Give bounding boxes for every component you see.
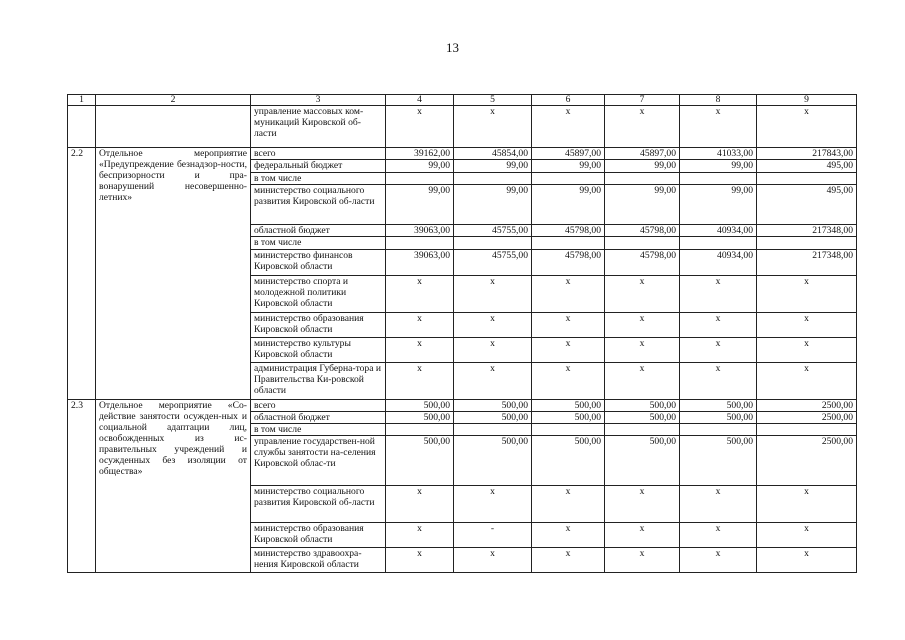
value-cell: 99,00 (680, 185, 757, 225)
value-cell: x (532, 276, 605, 313)
table-row (68, 400, 857, 412)
value-cell: 217348,00 (757, 225, 857, 237)
value-cell: x (532, 523, 605, 548)
value-cell: x (386, 548, 454, 573)
value-cell: x (605, 276, 680, 313)
value-cell: x (454, 276, 532, 313)
value-cell: 45798,00 (605, 250, 680, 276)
recipient-cell: министерство социального развития Кировской об-ласти (251, 486, 386, 523)
value-cell: x (605, 548, 680, 573)
value-cell: 500,00 (532, 436, 605, 486)
code-cell: 2.2 (68, 148, 96, 400)
value-cell: x (680, 338, 757, 363)
value-cell: 99,00 (454, 185, 532, 225)
value-cell: 45798,00 (605, 225, 680, 237)
value-cell: x (605, 523, 680, 548)
value-cell: 45897,00 (605, 148, 680, 160)
value-cell: 39162,00 (386, 148, 454, 160)
header-cell: 1 (68, 95, 96, 106)
recipient-cell: министерство образования Кировской области (251, 313, 386, 338)
value-cell: x (757, 106, 857, 148)
value-cell: x (386, 338, 454, 363)
header-cell: 6 (532, 95, 605, 106)
value-cell: x (532, 313, 605, 338)
value-cell: 40934,00 (680, 225, 757, 237)
value-cell: x (454, 338, 532, 363)
value-cell (605, 173, 680, 185)
value-cell (454, 424, 532, 436)
header-cell: 8 (680, 95, 757, 106)
value-cell: x (605, 486, 680, 523)
value-cell: x (757, 548, 857, 573)
value-cell: x (454, 313, 532, 338)
value-cell: 495,00 (757, 185, 857, 225)
name-cell: Отдельное мероприятие «Предупреждение безнадзор-ности, беспризорности и пра-вонарушений несовершенно-летних» (96, 148, 251, 400)
value-cell: 2500,00 (757, 400, 857, 412)
name-cell: Отдельное мероприятие «Со-действие занятости осужден-ных и социальной адаптации лиц, освобожденных из ис-правительных учреждений и осужденных без изоляции от общества» (96, 400, 251, 573)
value-cell (605, 424, 680, 436)
recipient-cell: областной бюджет (251, 412, 386, 424)
header-cell: 3 (251, 95, 386, 106)
value-cell: 45854,00 (454, 148, 532, 160)
value-cell (757, 424, 857, 436)
recipient-cell: управление массовых ком-муникаций Кировской об-ласти (251, 106, 386, 148)
value-cell: x (386, 523, 454, 548)
table-row (68, 106, 857, 148)
value-cell: x (532, 548, 605, 573)
value-cell: x (680, 486, 757, 523)
value-cell: x (605, 313, 680, 338)
page-number: 13 (446, 40, 459, 55)
value-cell: x (532, 106, 605, 148)
value-cell: 45798,00 (532, 250, 605, 276)
value-cell: 45755,00 (454, 225, 532, 237)
value-cell (386, 424, 454, 436)
value-cell: 500,00 (386, 400, 454, 412)
recipient-cell: министерство спорта и молодежной политики Кировской области (251, 276, 386, 313)
recipient-cell: всего (251, 400, 386, 412)
value-cell: 2500,00 (757, 436, 857, 486)
code-cell: 2.3 (68, 400, 96, 573)
value-cell: x (757, 313, 857, 338)
value-cell: 99,00 (532, 185, 605, 225)
value-cell: 500,00 (454, 436, 532, 486)
value-cell: x (532, 363, 605, 400)
recipient-cell: областной бюджет (251, 225, 386, 237)
value-cell: x (454, 486, 532, 523)
value-cell (532, 424, 605, 436)
value-cell: x (605, 106, 680, 148)
header-row (68, 95, 857, 106)
table-row (68, 148, 857, 160)
recipient-cell: в том числе (251, 173, 386, 185)
value-cell: 500,00 (454, 400, 532, 412)
value-cell: 40934,00 (680, 250, 757, 276)
value-cell: x (680, 313, 757, 338)
value-cell (532, 237, 605, 250)
recipient-cell: в том числе (251, 424, 386, 436)
recipient-cell: министерство социального развития Кировской об-ласти (251, 185, 386, 225)
value-cell: x (757, 486, 857, 523)
value-cell (454, 173, 532, 185)
header-cell: 5 (454, 95, 532, 106)
recipient-cell: министерство образования Кировской области (251, 523, 386, 548)
value-cell: 495,00 (757, 160, 857, 173)
value-cell (680, 173, 757, 185)
recipient-cell: министерство здравоохра-нения Кировской области (251, 548, 386, 573)
value-cell: x (386, 106, 454, 148)
value-cell: 99,00 (386, 185, 454, 225)
code-cell (68, 106, 96, 148)
value-cell: 500,00 (680, 436, 757, 486)
value-cell: x (454, 548, 532, 573)
value-cell: 500,00 (680, 412, 757, 424)
value-cell: x (386, 313, 454, 338)
value-cell: x (757, 338, 857, 363)
value-cell: 99,00 (605, 185, 680, 225)
value-cell: 39063,00 (386, 250, 454, 276)
value-cell: x (680, 276, 757, 313)
value-cell: x (757, 276, 857, 313)
value-cell: 500,00 (532, 400, 605, 412)
value-cell (680, 237, 757, 250)
recipient-cell: управление государствен-ной службы занятости на-селения Кировской облас-ти (251, 436, 386, 486)
value-cell: 500,00 (386, 436, 454, 486)
value-cell: x (680, 106, 757, 148)
value-cell: x (532, 486, 605, 523)
header-cell: 2 (96, 95, 251, 106)
value-cell: 41033,00 (680, 148, 757, 160)
value-cell: x (386, 363, 454, 400)
value-cell: x (605, 363, 680, 400)
value-cell (680, 424, 757, 436)
value-cell: x (386, 486, 454, 523)
budget-table (67, 94, 857, 573)
value-cell: x (454, 106, 532, 148)
value-cell: x (532, 338, 605, 363)
value-cell: 500,00 (605, 436, 680, 486)
value-cell (532, 173, 605, 185)
recipient-cell: министерство культуры Кировской области (251, 338, 386, 363)
value-cell: x (605, 338, 680, 363)
value-cell: x (680, 523, 757, 548)
value-cell: 99,00 (386, 160, 454, 173)
value-cell: x (757, 363, 857, 400)
value-cell: - (454, 523, 532, 548)
value-cell: x (386, 276, 454, 313)
value-cell: 2500,00 (757, 412, 857, 424)
value-cell (386, 237, 454, 250)
value-cell: 45798,00 (532, 225, 605, 237)
header-cell: 4 (386, 95, 454, 106)
recipient-cell: администрация Губерна-тора и Правительства Ки-ровской области (251, 363, 386, 400)
value-cell: 99,00 (532, 160, 605, 173)
value-cell (757, 173, 857, 185)
value-cell: 45755,00 (454, 250, 532, 276)
value-cell: 500,00 (605, 412, 680, 424)
value-cell: x (680, 548, 757, 573)
value-cell: x (757, 523, 857, 548)
value-cell: 99,00 (680, 160, 757, 173)
value-cell: 500,00 (532, 412, 605, 424)
value-cell: 500,00 (454, 412, 532, 424)
header-cell: 9 (757, 95, 857, 106)
recipient-cell: министерство финансов Кировской области (251, 250, 386, 276)
value-cell: 500,00 (680, 400, 757, 412)
value-cell: 217843,00 (757, 148, 857, 160)
value-cell: 45897,00 (532, 148, 605, 160)
value-cell (605, 237, 680, 250)
value-cell (454, 237, 532, 250)
value-cell (386, 173, 454, 185)
value-cell: 39063,00 (386, 225, 454, 237)
value-cell: 500,00 (605, 400, 680, 412)
header-cell: 7 (605, 95, 680, 106)
value-cell: x (454, 363, 532, 400)
value-cell: 99,00 (605, 160, 680, 173)
value-cell: 99,00 (454, 160, 532, 173)
value-cell: 500,00 (386, 412, 454, 424)
value-cell: x (680, 363, 757, 400)
value-cell: 217348,00 (757, 250, 857, 276)
value-cell (757, 237, 857, 250)
recipient-cell: в том числе (251, 237, 386, 250)
recipient-cell: федеральный бюджет (251, 160, 386, 173)
name-cell (96, 106, 251, 148)
recipient-cell: всего (251, 148, 386, 160)
